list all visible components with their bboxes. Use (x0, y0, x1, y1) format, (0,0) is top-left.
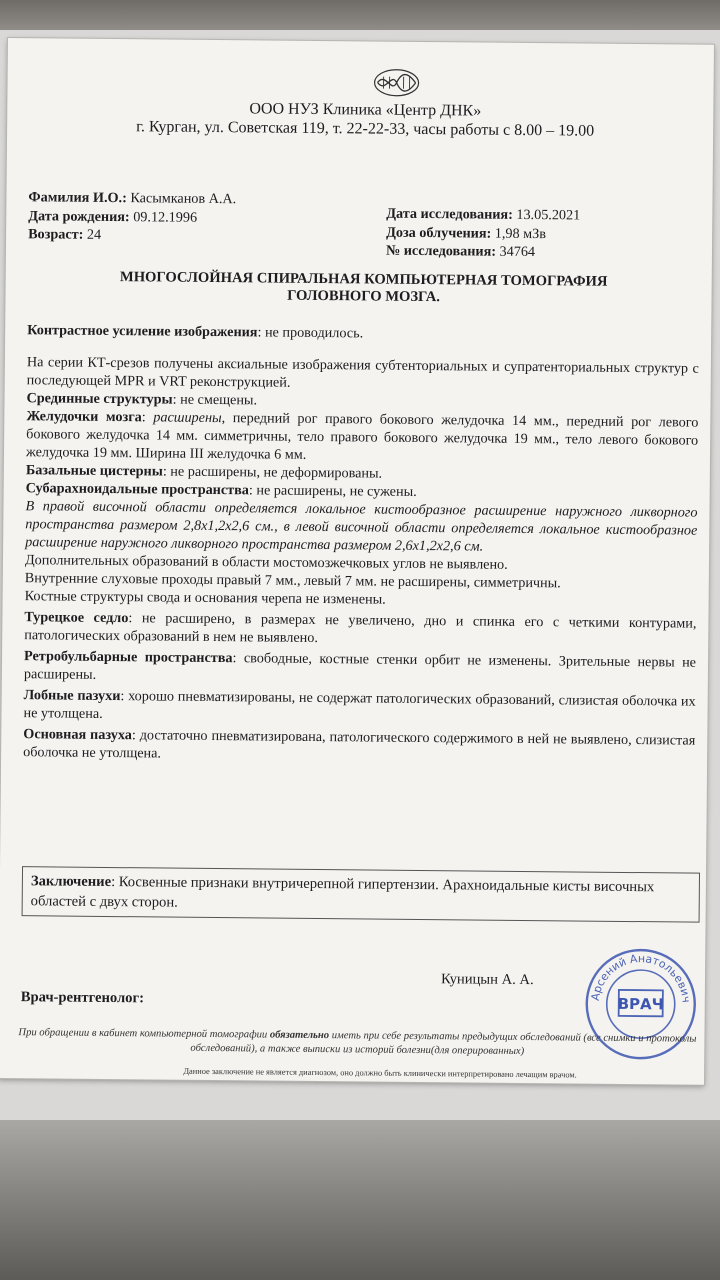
doctor-name: Куницын А. А. (440, 971, 534, 989)
report-sheet (0, 38, 714, 1085)
patient-dob-row (28, 207, 236, 227)
clinic-address: г. Курган, ул. Советская 119, т. 22-22-33, часы работы с 8.00 – 19.00 (136, 118, 595, 140)
exam-dose: 1,98 мЗв (494, 225, 547, 242)
patient-info (28, 188, 236, 245)
stamp-center: ВРАЧ (617, 994, 664, 1014)
conclusion-box (22, 866, 700, 923)
exam-date: 13.05.2021 (516, 206, 581, 224)
exam-info (386, 205, 580, 262)
conclusion-text: : Косвенные признаки внутричерепной гипертензии. Арахноидальные кисты височных областей с двух сторон. (30, 874, 655, 911)
contrast-value: : не проводилось. (257, 324, 364, 342)
exam-number: 34764 (499, 243, 536, 261)
bone-paragraph: Костные структуры свода и основания черепа не изменены. (24, 588, 386, 608)
iac-paragraph: Внутренние слуховые проходы правый 7 мм., левый 7 мм. не расширены, симметричны. (24, 570, 561, 592)
subarachnoid-label: Субарахноидальные пространства (25, 480, 249, 499)
sphenoid-paragraph (23, 725, 695, 767)
dna-logo-icon (367, 61, 425, 104)
patient-name: Касымканов А.А. (130, 190, 237, 208)
exam-date-row (386, 205, 580, 225)
contrast-paragraph (27, 321, 699, 345)
frontal-value: : хорошо пневматизированы, не содержат патологических образований, слизистая оболочка их не утолщена. (23, 688, 696, 722)
sphenoid-value: : достаточно пневматизирована, патологического содержимого в ней не выявлено, слизистая оболочка не утолщена. (23, 727, 696, 762)
bottom-background (0, 1120, 720, 1280)
frontal-paragraph (23, 686, 695, 728)
patient-age-label: Возраст: (28, 226, 84, 243)
patient-dob-label: Дата рождения: (28, 207, 130, 225)
report-body (23, 321, 699, 767)
cpa-paragraph: Дополнительных образований в области мостомозжечковых углов не выявлено. (24, 552, 508, 573)
report-title-line2: ГОЛОВНОГО МОЗГА. (287, 287, 441, 306)
patient-age: 24 (86, 226, 102, 243)
report-title (27, 268, 699, 308)
exam-date-label: Дата исследования: (386, 205, 513, 223)
midline-value: : не смещены. (172, 391, 258, 409)
sphenoid-label: Основная пазуха (23, 726, 132, 744)
patient-age-row (28, 225, 236, 245)
frontal-label: Лобные пазухи (23, 687, 121, 705)
footer-note-a: При обращении в кабинет компьютерной томографии (18, 1027, 270, 1041)
patient-name-row (28, 188, 236, 208)
exam-number-label: № исследования: (385, 242, 497, 260)
patient-name-label: Фамилия И.О.: (28, 189, 127, 207)
report-title-line1: МНОГОСЛОЙНАЯ СПИРАЛЬНАЯ КОМПЬЮТЕРНАЯ ТОМОГРАФИЯ (119, 269, 608, 290)
retro-value: : свободные, костные стенки орбит не изменены. Зрительные нервы не расширены. (23, 650, 697, 683)
retro-paragraph (24, 647, 696, 689)
footer-note-b: иметь при себе результаты предыдущих обследований (все снимки и протоколы обследований), а также выписки из историй болезни(для оперированных) (190, 1030, 697, 1058)
patient-dob: 09.12.1996 (133, 208, 198, 226)
exam-dose-label: Доза облучения: (386, 224, 492, 242)
intro-paragraph: На серии КТ-срезов получены аксиальные изображения субтенториальных и супратенториальных структур с последующей MPR и VRT реконструкцией. (26, 354, 699, 391)
ventricles-paragraph: Желудочки мозга: расширены, передний рог правого бокового желудочка 14 мм., передний рог левого бокового желудочка 14 мм. симметричны, тело правого бокового желудочка 19 мм., тело левого бокового желудочка 19 мм. Ширина III желудочка 6 мм. (25, 408, 699, 463)
midline-label: Срединные структуры (26, 390, 173, 408)
exam-number-row (386, 242, 580, 262)
cisterns-value: : не расширены, не деформированы. (162, 463, 383, 482)
exam-dose-row (386, 223, 580, 243)
cyst-paragraph: В правой височной области определяется локальное кистообразное расширение наружного ликворного пространства размером 2,8х1,2х2,6 см., в левой височной области определяется локальное кистообразное расширение наружного ликворного пространства размером 2,6х1,2х2,6 см. (25, 498, 698, 555)
cisterns-label: Базальные цистерны (25, 462, 163, 480)
clinic-name: ООО НУЗ Клиника «Центр ДНК» (249, 100, 482, 120)
sella-label: Турецкое седло (24, 609, 129, 627)
footer-disclaimer: Данное заключение не является диагнозом, оно должно быть клинически интерпретировано лечащим врачом. (183, 1066, 577, 1080)
ventricles-value: , передний рог правого бокового желудочка 14 мм., передний рог левого бокового желудочка 14 мм. симметричны, тело правого бокового желудочка 19 мм., тело левого бокового желудочка 19 мм. Ширина III желудочка 6 мм. (25, 410, 699, 463)
contrast-label: Контрастное усиление изображения (27, 322, 258, 341)
conclusion-label: Заключение (30, 873, 112, 891)
footer-note-bold: обязательно (269, 1029, 330, 1042)
sella-value: : не расширено, в размерах не увеличено, дно и спинка его с четкими контурами, патологических образований в нем не выявлено. (24, 610, 697, 647)
sella-paragraph (24, 608, 696, 650)
doctor-role: Врач-рентгенолог: (20, 989, 145, 1007)
subarachnoid-value: : не расширены, не сужены. (248, 482, 417, 500)
stamp-text: Арсений Анатольевич (588, 952, 693, 1004)
footer-note (2, 1026, 712, 1061)
ventricles-label: Желудочки мозга (26, 408, 142, 426)
ventricles-italic: расширены (153, 409, 222, 427)
retro-label: Ретробульбарные пространства (23, 648, 233, 667)
